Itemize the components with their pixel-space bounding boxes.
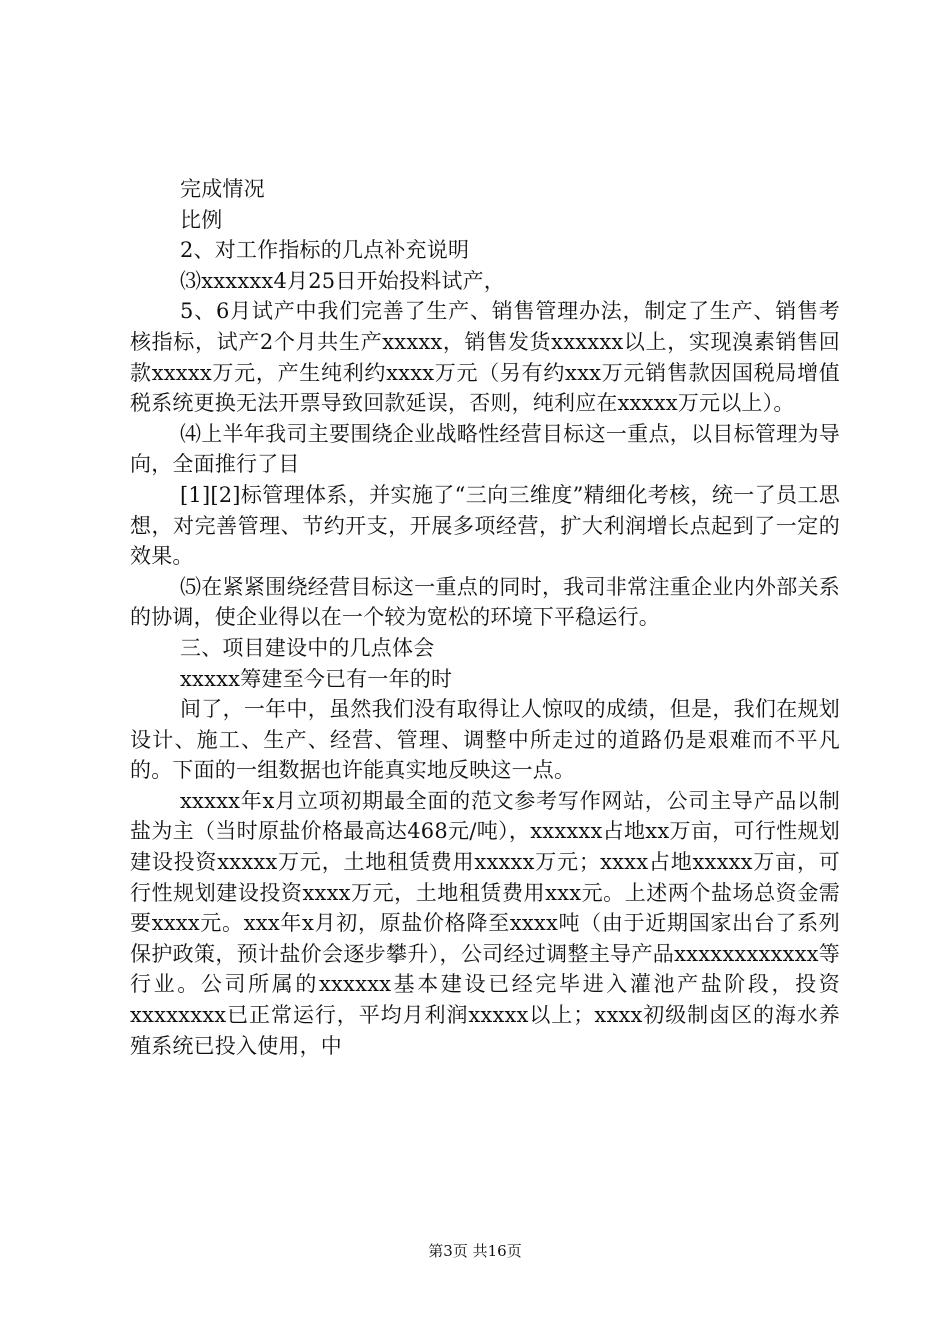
paragraph: 完成情况 [180,177,265,201]
paragraph: 比例 [180,207,223,232]
paragraph: ⑷上半年我司主要围绕企业战略性经营目标这一重点，以目标管理为导向，全面推行了目 [130,421,840,477]
paragraph: 5、6月试产中我们完善了生产、销售管理办法，制定了生产、销售考核指标，试产2个月共生产xxxxx，销售发货xxxxxx以上，实现溴素销售回款xxxxx万元，产生纯利约xxxx万元（另有约xxx万元销售款因国税局增值税系统更换无法开票导致回款延误，否则，纯利应在xxxxx万元以上）。 [130,299,840,416]
section-heading: 2、对工作指标的几点补充说明 [180,238,470,263]
paragraph: [1][2]标管理体系，并实施了“三向三维度”精细化考核，统一了员工思想，对完善管理、节约开支，开展多项经营，扩大利润增长点起到了一定的效果。 [130,482,840,569]
document-body [130,174,840,1061]
section-heading: 三、项目建设中的几点体会 [180,635,435,660]
paragraph: xxxxx筹建至今已有一年的时 [180,666,453,691]
paragraph: 间了，一年中，虽然我们没有取得让人惊叹的成绩，但是，我们在规划设计、施工、生产、经营、管理、调整中所走过的道路仍是艰难而不平凡的。下面的一组数据也许能真实地反映这一点。 [130,697,840,783]
page-number-footer: 第3页 共16页 [428,1242,522,1260]
paragraph: xxxxx年x月立项初期最全面的范文参考写作网站，公司主导产品以制盐为主（当时原盐价格最高达468元/吨），xxxxxx占地xx万亩，可行性规划建设投资xxxxx万元，土地租赁费用xxxxx万元；xxxx占地xxxxx万亩，可行性规划建设投资xxxx万元，土地租赁费用xxx元。上述两个盐场总资金需要xxxx元。xxx年x月初，原盐价格降至xxxx吨（由于近期国家出台了系列保护政策，预计盐价会逐步攀升），公司经过调整主导产品xxxxxxxxxxxx等行业。公司所属的xxxxxx基本建设已经完毕进入灌池产盐阶段，投资xxxxxxxx已正常运行，平均月利润xxxxx以上；xxxx初级制卤区的海水养殖系统已投入使用，中 [130,788,840,1058]
paragraph: ⑸在紧紧围绕经营目标这一重点的同时，我司非常注重企业内外部关系的协调，使企业得以在一个较为宽松的环境下平稳运行。 [130,574,840,630]
paragraph: ⑶xxxxxx4月25日开始投料试产， [180,268,505,293]
